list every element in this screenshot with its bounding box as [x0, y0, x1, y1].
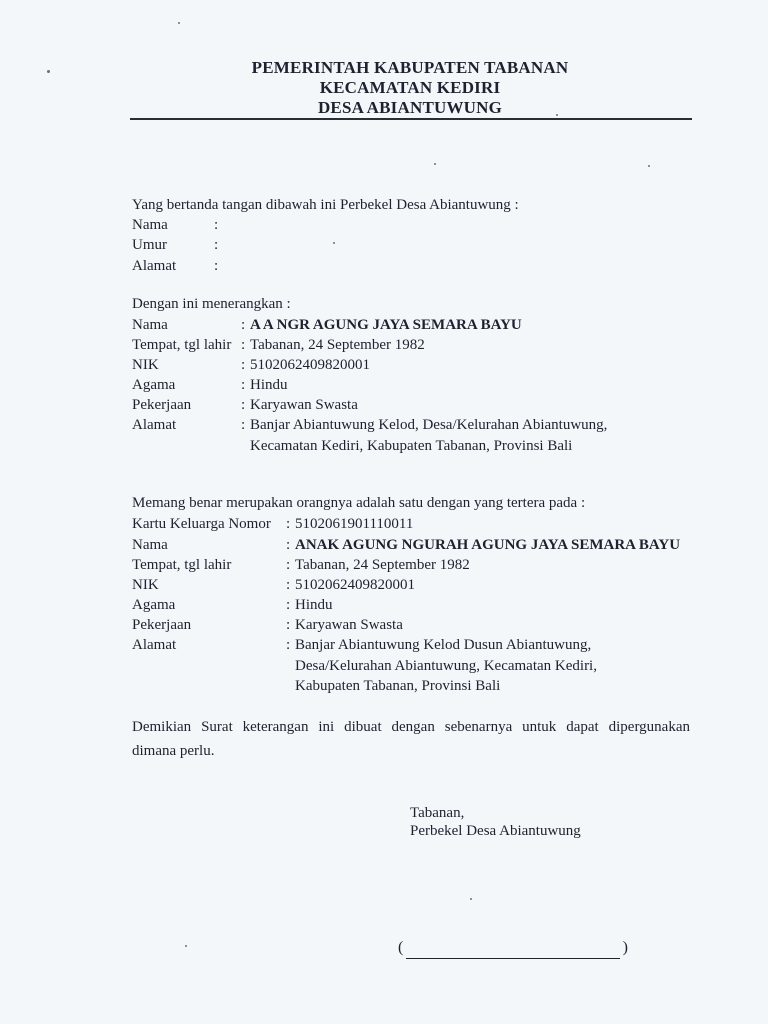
field-label: NIK: [132, 577, 159, 593]
subject-address-line-1: Banjar Abiantuwung Kelod, Desa/Kelurahan Abiantuwung,: [250, 417, 608, 433]
signer-intro: Yang bertanda tangan dibawah ini Perbekel Desa Abiantuwung :: [132, 197, 519, 213]
field-label: Umur: [132, 237, 167, 253]
field-colon: :: [241, 397, 246, 413]
kk-number-value: 5102061901110011: [295, 516, 414, 532]
header-divider: [130, 118, 692, 120]
scan-speck: [556, 114, 558, 116]
field-colon: :: [214, 217, 219, 233]
kk-address-line-3: Kabupaten Tabanan, Provinsi Bali: [295, 678, 501, 694]
field-colon: :: [241, 317, 246, 333]
closing-line-1: Demikian Surat keterangan ini dibuat dengan sebenarnya untuk dapat dipergunakan: [132, 719, 690, 735]
field-label: Pekerjaan: [132, 617, 192, 633]
scan-speck: [333, 242, 335, 244]
kk-intro: Memang benar merupakan orangnya adalah satu dengan yang tertera pada :: [132, 495, 586, 511]
field-colon: :: [214, 258, 219, 274]
field-colon: :: [241, 357, 246, 373]
subject-address-line-2: Kecamatan Kediri, Kabupaten Tabanan, Provinsi Bali: [250, 438, 573, 454]
field-colon: :: [286, 557, 291, 573]
closing-line-2: dimana perlu.: [132, 743, 215, 759]
field-colon: :: [241, 417, 246, 433]
subject-religion-value: Hindu: [250, 377, 288, 393]
kk-name-value: ANAK AGUNG NGURAH AGUNG JAYA SEMARA BAYU: [295, 537, 681, 553]
subject-nik-value: 5102062409820001: [250, 357, 370, 373]
field-colon: :: [241, 377, 246, 393]
field-label: Kartu Keluarga Nomor: [132, 516, 271, 532]
subject-intro: Dengan ini menerangkan :: [132, 296, 291, 312]
field-label: Alamat: [132, 637, 177, 653]
scan-speck: [434, 163, 436, 165]
scan-speck: [470, 898, 472, 900]
field-label: Pekerjaan: [132, 397, 192, 413]
kk-nik-value: 5102062409820001: [295, 577, 415, 593]
field-label: Nama: [132, 217, 168, 233]
kk-address-line-1: Banjar Abiantuwung Kelod Dusun Abiantuwung,: [295, 637, 592, 653]
signature-place: Tabanan,: [410, 805, 465, 821]
field-label: NIK: [132, 357, 159, 373]
field-label: Alamat: [132, 417, 177, 433]
signature-close-paren: ): [622, 939, 628, 956]
subject-birth-value: Tabanan, 24 September 1982: [250, 337, 425, 353]
signature-title: Perbekel Desa Abiantuwung: [410, 823, 581, 839]
signature-open-paren: (: [398, 939, 404, 956]
scan-speck: [178, 22, 180, 24]
field-label: Agama: [132, 597, 176, 613]
field-label: Tempat, tgl lahir: [132, 557, 232, 573]
letterhead: [130, 58, 690, 118]
field-label: Nama: [132, 317, 168, 333]
letterhead-line-3: DESA ABIANTUWUNG: [317, 98, 503, 117]
field-colon: :: [286, 537, 291, 553]
kk-religion-value: Hindu: [295, 597, 333, 613]
letterhead-line-2: KECAMATAN KEDIRI: [319, 78, 501, 97]
signature-underline: [406, 958, 620, 959]
field-label: Nama: [132, 537, 168, 553]
field-colon: :: [286, 617, 291, 633]
scan-speck: [47, 70, 50, 73]
field-colon: :: [286, 637, 291, 653]
field-colon: :: [241, 337, 246, 353]
scan-speck: [185, 945, 187, 947]
kk-birth-value: Tabanan, 24 September 1982: [295, 557, 470, 573]
letterhead-line-1: PEMERINTAH KABUPATEN TABANAN: [251, 58, 569, 77]
subject-job-value: Karyawan Swasta: [250, 397, 358, 413]
field-colon: :: [214, 237, 219, 253]
field-label: Tempat, tgl lahir: [132, 337, 232, 353]
field-label: Agama: [132, 377, 176, 393]
scan-speck: [648, 165, 650, 167]
field-colon: :: [286, 597, 291, 613]
subject-name-value: A A NGR AGUNG JAYA SEMARA BAYU: [250, 317, 522, 333]
kk-job-value: Karyawan Swasta: [295, 617, 403, 633]
field-colon: :: [286, 516, 291, 532]
signature-name-line: [398, 939, 628, 961]
field-colon: :: [286, 577, 291, 593]
field-label: Alamat: [132, 258, 177, 274]
kk-address-line-2: Desa/Kelurahan Abiantuwung, Kecamatan Kediri,: [295, 658, 597, 674]
